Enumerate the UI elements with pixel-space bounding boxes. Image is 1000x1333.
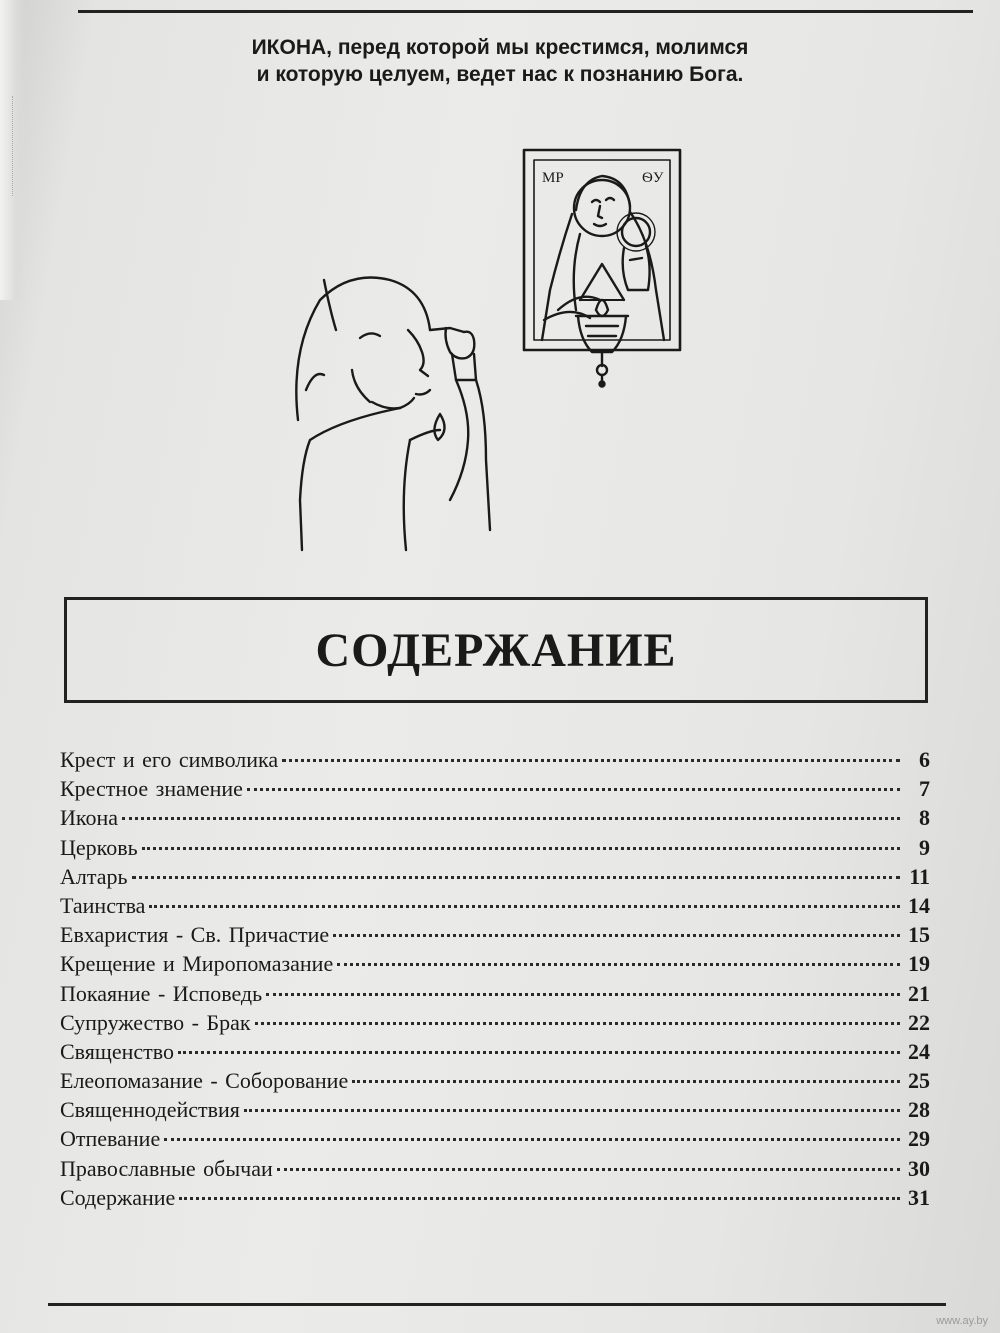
- toc-entry-label: Священство: [60, 1038, 174, 1064]
- icon-label-left: МР: [542, 170, 564, 186]
- watermark: www.ay.by: [936, 1315, 988, 1327]
- toc-page-number: 30: [908, 1155, 930, 1181]
- toc-leader-dots: [178, 1051, 900, 1054]
- caption-line-2: и которую целуем, ведет нас к познанию Бога.: [256, 63, 744, 86]
- toc-entry[interactable]: [60, 920, 930, 949]
- toc-page-number: 11: [909, 863, 930, 889]
- toc-leader-dots: [179, 1197, 900, 1200]
- toc-entry[interactable]: [60, 745, 930, 774]
- toc-page-number: 29: [908, 1126, 930, 1152]
- toc-page-number: 28: [908, 1097, 930, 1123]
- toc-page-number: 15: [908, 922, 930, 948]
- toc-entry-label: Евхаристия - Св. Причастие: [60, 922, 330, 948]
- toc-leader-dots: [149, 905, 900, 908]
- toc-entry-label: Супружество - Брак: [60, 1009, 251, 1035]
- toc-entry[interactable]: [60, 774, 930, 803]
- toc-entry-label: Крещение и Миропомазание: [60, 951, 334, 977]
- toc-leader-dots: [277, 1168, 900, 1171]
- toc-entry-label: Крестное знамение: [60, 776, 243, 802]
- toc-page-number: 21: [908, 980, 930, 1006]
- toc-page-number: 14: [908, 892, 930, 918]
- bottom-rule: [48, 1303, 946, 1306]
- toc-leader-dots: [122, 817, 900, 820]
- toc-leader-dots: [247, 788, 900, 791]
- toc-page-number: 25: [908, 1068, 930, 1094]
- toc-entry[interactable]: [60, 949, 930, 978]
- toc-leader-dots: [352, 1080, 900, 1083]
- toc-leader-dots: [164, 1138, 900, 1141]
- illustration-caption: [150, 34, 850, 88]
- toc-entry-label: Икона: [60, 805, 118, 831]
- toc-entry-label: Крест и его символика: [60, 747, 279, 772]
- toc-entry[interactable]: [60, 891, 930, 920]
- icon-label-right: ѲУ: [642, 170, 664, 186]
- toc-entry[interactable]: [60, 1124, 930, 1153]
- child-figure: [296, 278, 490, 551]
- toc-entry-label: Церковь: [60, 834, 138, 860]
- toc-leader-dots: [282, 759, 900, 762]
- vigil-lamp: [576, 264, 628, 387]
- toc-page-number: 6: [919, 747, 930, 772]
- top-rule: [78, 10, 973, 13]
- toc-entry-label: Содержание: [60, 1184, 176, 1210]
- toc-leader-dots: [255, 1022, 900, 1025]
- toc-entry-label: Елеопомазание - Соборование: [60, 1068, 349, 1094]
- toc-entry[interactable]: [60, 1037, 930, 1066]
- toc-entry-label: Священнодействия: [60, 1097, 240, 1123]
- toc-page-number: 9: [919, 834, 930, 860]
- page-edge: [0, 0, 26, 300]
- toc-leader-dots: [266, 993, 900, 996]
- toc-leader-dots: [244, 1109, 900, 1112]
- toc-entry-label: Покаяние - Исповедь: [60, 980, 263, 1006]
- toc-leader-dots: [337, 963, 900, 966]
- margin-marks: [4, 96, 13, 196]
- toc-entry[interactable]: [60, 1154, 930, 1183]
- toc-entry-label: Отпевание: [60, 1126, 161, 1152]
- toc-entry[interactable]: [60, 1008, 930, 1037]
- toc-page-number: 19: [908, 951, 930, 977]
- toc-page-number: 7: [919, 776, 930, 802]
- toc-entry-label: Православные обычаи: [60, 1155, 273, 1181]
- toc-leader-dots: [132, 876, 900, 879]
- toc-entry[interactable]: [60, 1095, 930, 1124]
- toc-entry-label: Таинства: [60, 892, 146, 918]
- toc-entry[interactable]: [60, 862, 930, 891]
- toc-page-number: 31: [908, 1184, 930, 1210]
- contents-title: СОДЕРЖАНИЕ: [315, 623, 677, 677]
- toc-entry-label: Алтарь: [60, 863, 128, 889]
- toc-entry[interactable]: [60, 803, 930, 832]
- caption-line-1: ИКОНА, перед которой мы крестимся, молимся: [251, 36, 749, 59]
- toc-entry[interactable]: [60, 979, 930, 1008]
- child-crossing-before-icon-illustration: [280, 140, 720, 580]
- toc-page-number: 24: [908, 1038, 930, 1064]
- toc-entry[interactable]: [60, 1183, 930, 1212]
- toc-entry[interactable]: [60, 1066, 930, 1095]
- toc-page-number: 8: [919, 805, 930, 831]
- toc-leader-dots: [333, 934, 900, 937]
- toc-leader-dots: [142, 847, 900, 850]
- toc-page-number: 22: [908, 1009, 930, 1035]
- table-of-contents: [60, 745, 930, 1212]
- contents-title-box: [64, 597, 928, 703]
- toc-entry[interactable]: [60, 833, 930, 862]
